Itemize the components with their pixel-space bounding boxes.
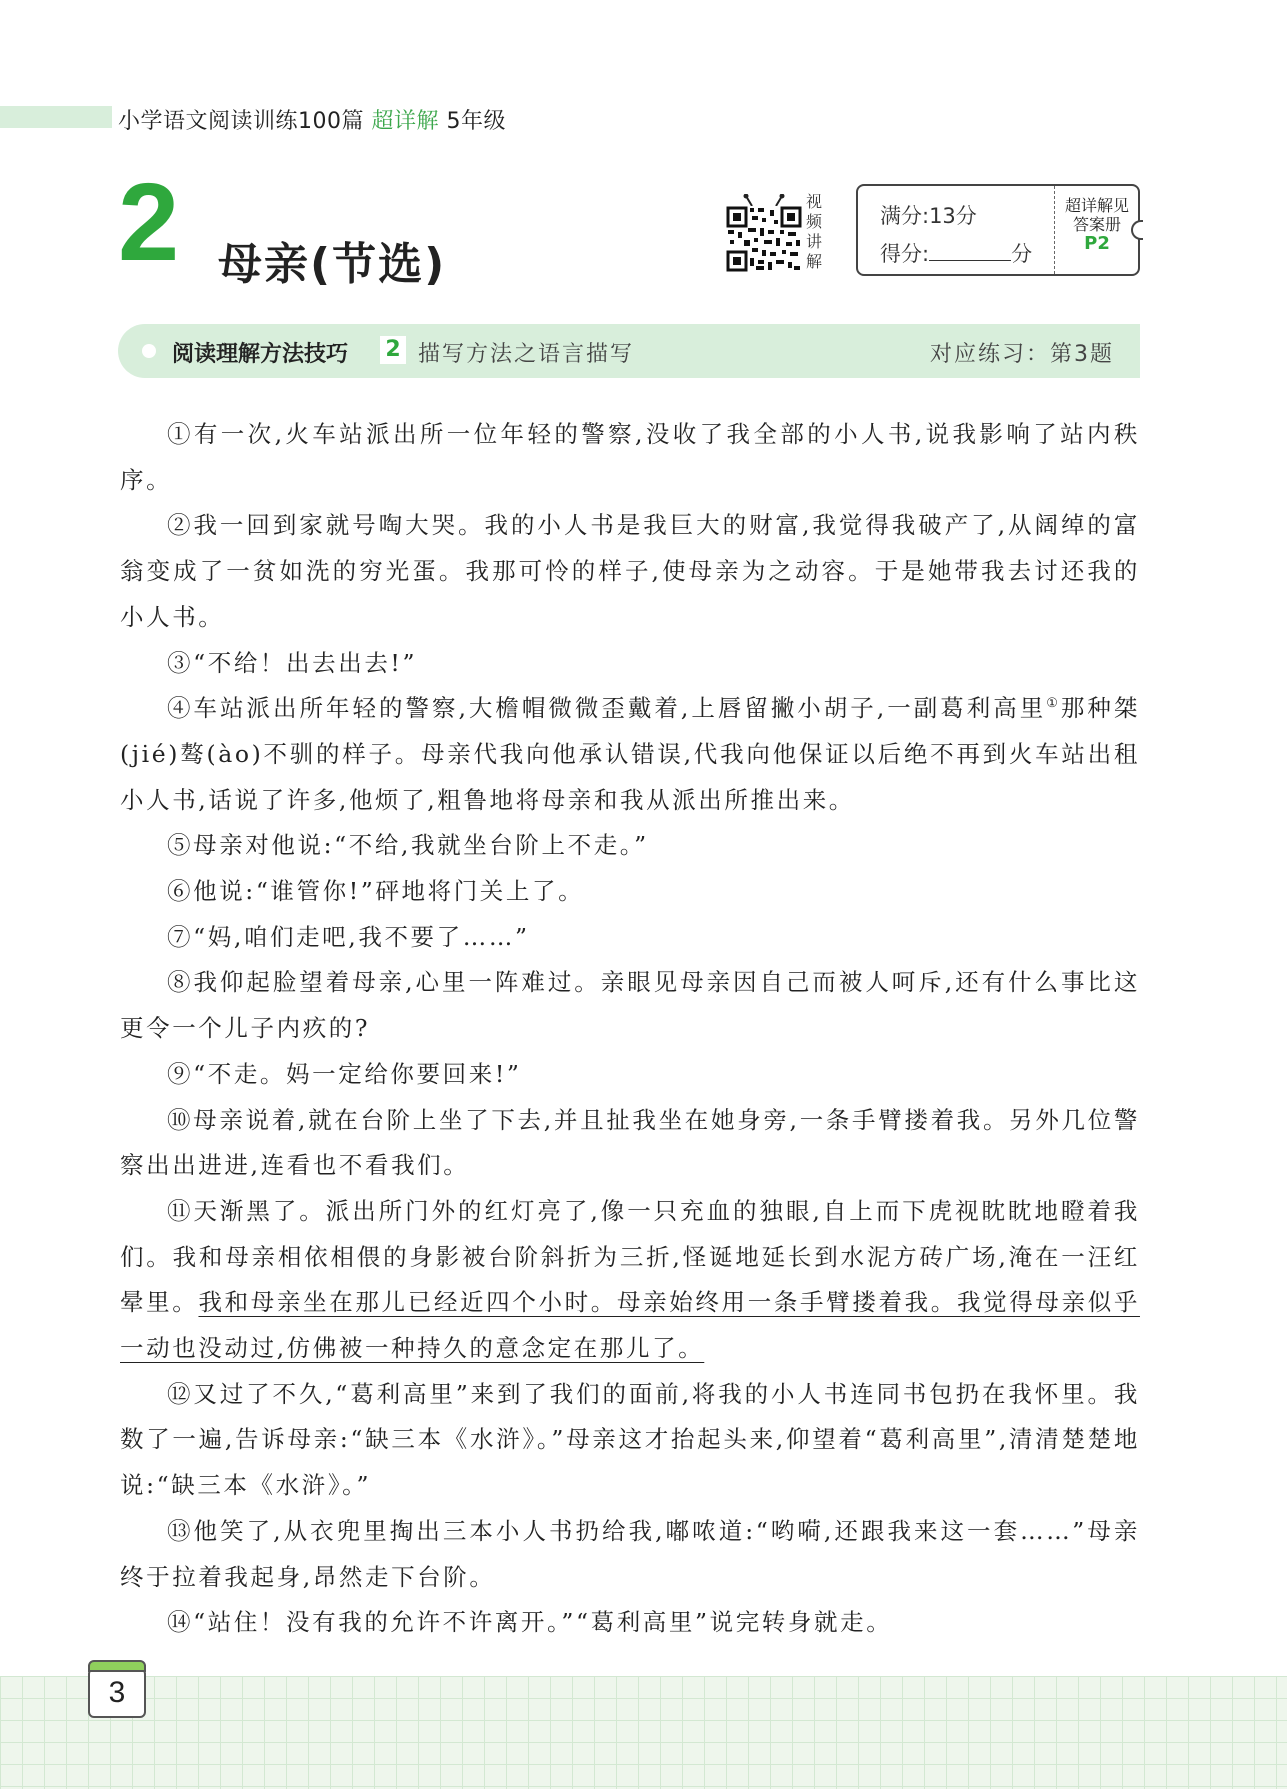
paragraph-12: ⑫又过了不久,“葛利高里”来到了我们的面前,将我的小人书连同书包扔在我怀里。我数了一遍,告诉母亲:“缺三本《水浒》。”母亲这才抬起头来,仰望着“葛利高里”,清清楚楚地说:“缺三本《水浒》。”	[120, 1379, 1140, 1500]
paragraph-7: ⑦“妈,咱们走吧,我不要了……”	[167, 922, 530, 951]
paragraph-10: ⑩母亲说着,就在台阶上坐了下去,并且扯我坐在她身旁,一条手臂搂着我。另外几位警察出出进进,连看也不看我们。	[120, 1105, 1140, 1180]
bullet-icon	[142, 344, 156, 358]
page-number-calendar-icon	[88, 1668, 146, 1718]
paragraph-13: ⑬他笑了,从衣兜里掏出三本小人书扔给我,嘟哝道:“哟嗬,还跟我来这一套……”母亲终于拉着我起身,昂然走下台阶。	[120, 1516, 1140, 1591]
video-label: 视 频 讲 解	[806, 192, 823, 271]
score-box	[856, 184, 1140, 276]
score-blank[interactable]	[929, 242, 1011, 261]
paragraph-2: ②我一回到家就号啕大哭。我的小人书是我巨大的财富,我觉得我破产了,从阔绰的富翁变成了一贫如洗的穷光蛋。我那可怜的样子,使母亲为之动容。于是她带我去讨还我的小人书。	[120, 511, 1140, 631]
book-title: 小学语文阅读训练100篇	[118, 109, 364, 134]
score-divider	[1054, 186, 1055, 274]
practice-reference: 对应练习：第3题	[930, 342, 1114, 367]
footer-grid	[0, 1676, 1287, 1789]
full-score: 满分:13分	[880, 204, 977, 228]
lesson-title: 母亲(节选)	[218, 239, 447, 290]
calendar-tab	[88, 1660, 146, 1672]
running-header	[118, 104, 506, 135]
footnote-marker: ①	[1046, 696, 1061, 712]
score-field[interactable]: 得分: 分	[880, 242, 1033, 266]
book-accent: 超详解	[371, 109, 440, 134]
paragraph-4: ④车站派出所年轻的警察,大檐帽微微歪戴着,上唇留撇小胡子,一副葛利高里①那种桀(jié)骜(ào)不驯的样子。母亲代我向他承认错误,代我向他保证以后绝不再到火车站出租小人书,话说了许多,他烦了,粗鲁地将母亲和我从派出所推出来。	[120, 694, 1140, 814]
grade-label: 5年级	[446, 109, 507, 134]
header-color-band	[0, 106, 112, 128]
method-number: 2	[380, 336, 406, 364]
answer-page: P2	[1084, 233, 1110, 254]
paragraph-5: ⑤母亲对他说:“不给,我就坐台阶上不走。”	[167, 831, 649, 860]
paragraph-9: ⑨“不走。妈一定给你要回来!”	[167, 1059, 522, 1088]
method-title: 阅读理解方法技巧	[172, 342, 349, 367]
method-subtitle: 描写方法之语言描写	[418, 342, 635, 367]
paragraph-3: ③“不给！出去出去!”	[167, 648, 418, 677]
paragraph-8: ⑧我仰起脸望着母亲,心里一阵难过。亲眼见母亲因自己而被人呵斥,还有什么事比这更令一个儿子内疚的?	[120, 968, 1140, 1043]
paragraph-11: ⑪天渐黑了。派出所门外的红灯亮了,像一只充血的独眼,自上而下虎视眈眈地瞪着我们。我和母亲相依相偎的身影被台阶斜折为三折,怪诞地延长到水泥方砖广场,淹在一汪红晕里。我和母亲坐在那儿已经近四个小时。母亲始终用一条手臂搂着我。我觉得母亲似乎一动也没动过,仿佛被一种持久的意念定在那儿了。	[120, 1196, 1140, 1363]
paragraph-1: ①有一次,火车站派出所一位年轻的警察,没收了我全部的小人书,说我影响了站内秩序。	[120, 420, 1140, 494]
qr-code-icon[interactable]	[726, 194, 802, 272]
paragraph-14: ⑭“站住！没有我的允许不许离开。”“葛利高里”说完转身就走。	[167, 1608, 893, 1637]
page-number: 3	[108, 1676, 126, 1709]
article-body	[120, 412, 1140, 1646]
underlined-sentence: 我和母亲坐在那儿已经近四个小时。母亲始终用一条手臂搂着我。我觉得母亲似乎一动也没动过,仿佛被一种持久的意念定在那儿了。	[120, 1288, 1140, 1363]
answer-reference: 超详解见 答案册 P2	[1060, 196, 1134, 253]
paragraph-6: ⑥他说:“谁管你!”砰地将门关上了。	[167, 877, 585, 906]
method-banner	[118, 324, 1140, 378]
lesson-number: 2	[118, 161, 180, 284]
